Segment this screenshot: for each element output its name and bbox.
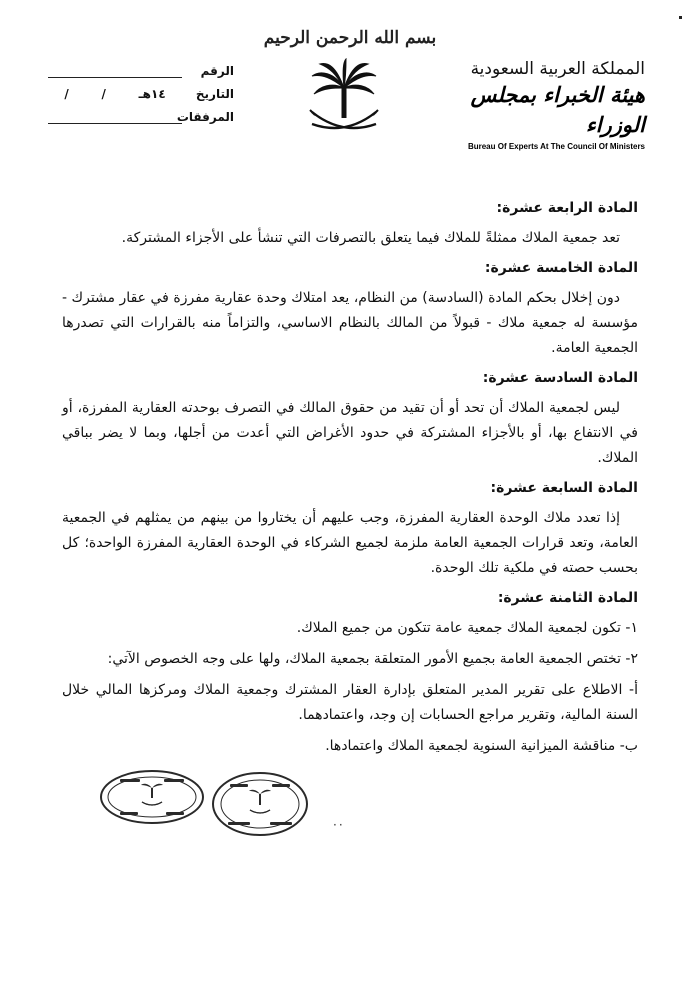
ref-date-label: التاريخ	[195, 87, 234, 101]
ref-attachments-row	[44, 110, 234, 133]
article-18-sub-item-a: أ- الاطلاع على تقرير المدير المتعلق بإدارة العقار المشترك وجمعية الملاك ومركزها المالي خلال السنة المالية، وتقرير مراجع الحسابات إن وجد، واعتمادهما.	[62, 682, 638, 723]
article-15-title: المادة الخامسة عشرة:	[484, 260, 638, 276]
article-18-item-1: ١- تكون لجمعية الملاك جمعية عامة تتكون من جميع الملاك.	[296, 620, 638, 636]
palm-swords-emblem-icon	[306, 58, 382, 138]
article-18-title: المادة الثامنة عشرة:	[497, 590, 638, 606]
article-17-title: المادة السابعة عشرة:	[490, 480, 638, 496]
ref-date-value	[48, 87, 182, 101]
article-15-text: دون إخلال بحكم المادة (السادسة) من النظام، يعد امتلاك وحدة عقارية مفرزة في عقار مشترك - مؤسسة له جمعية ملاك - قبولاً من المالك بالنظام الاساسي، والتزاماً منه بالقرارات التي تصدرها الجمعية العامة.	[62, 290, 638, 356]
article-18-item-2: ٢- تختص الجمعية العامة بجميع الأمور المتعلقة بجمعية الملاك، ولها على وجه الخصوص الآتي:	[107, 651, 638, 667]
official-stamp-left	[98, 768, 206, 826]
footer-dots: ··	[333, 818, 345, 832]
basmala-calligraphy: بسم الله الرحمن الرحيم	[263, 28, 437, 48]
ref-attachments-line	[48, 123, 182, 124]
ref-date-row	[44, 87, 234, 110]
ref-number-label: الرقم	[200, 64, 234, 78]
ref-date-sep-2: /	[64, 87, 69, 101]
ref-attachments-label: المرفقات	[176, 110, 234, 124]
official-stamp-right	[210, 770, 310, 838]
organization-letterhead	[445, 58, 645, 151]
article-17-text: إذا تعدد ملاك الوحدة العقارية المفرزة، وجب عليهم أن يختاروا من بينهم من يمثلهم في الجمعية العامة، وتعد قرارات الجمعية العامة ملزمة لجميع الشركاء في الوحدة العقارية المفرزة الواحدة؛ كل بحسب حصته في ملكية تلك الوحدة.	[62, 510, 638, 576]
reference-fields	[44, 64, 234, 133]
article-14-title: المادة الرابعة عشرة:	[496, 200, 638, 216]
ref-number-row	[44, 64, 234, 87]
article-16-title: المادة السادسة عشرة:	[482, 370, 638, 386]
org-name-english: Bureau Of Experts At The Council Of Ministers	[467, 142, 645, 151]
document-body	[62, 198, 638, 765]
org-kingdom-name: المملكة العربية السعودية	[470, 59, 645, 79]
article-14-text: تعد جمعية الملاك ممثلةً للملاك فيما يتعلق بالتصرفات التي تنشأ على الأجزاء المشتركة.	[121, 230, 620, 246]
article-18-sub-item-b: ب- مناقشة الميزانية السنوية لجمعية الملاك واعتمادها.	[325, 738, 638, 754]
ref-number-line	[48, 77, 182, 78]
org-name-calligraphy: هيئة الخبراء بمجلس الوزراء	[470, 82, 645, 137]
ref-date-year: ١٤هـ	[138, 87, 166, 101]
scan-edge-mark	[679, 16, 682, 19]
article-16-text: ليس لجمعية الملاك أن تحد أو أن تقيد من حقوق المالك في التصرف بوحدته العقارية المفرزة، أو في الانتفاع بها، أو بالأجزاء المشتركة في حدود الأغراض التي أعدت من أجلها، وبما لا يضر بباقي الملاك.	[62, 400, 638, 466]
ref-date-sep-1: /	[101, 87, 106, 101]
